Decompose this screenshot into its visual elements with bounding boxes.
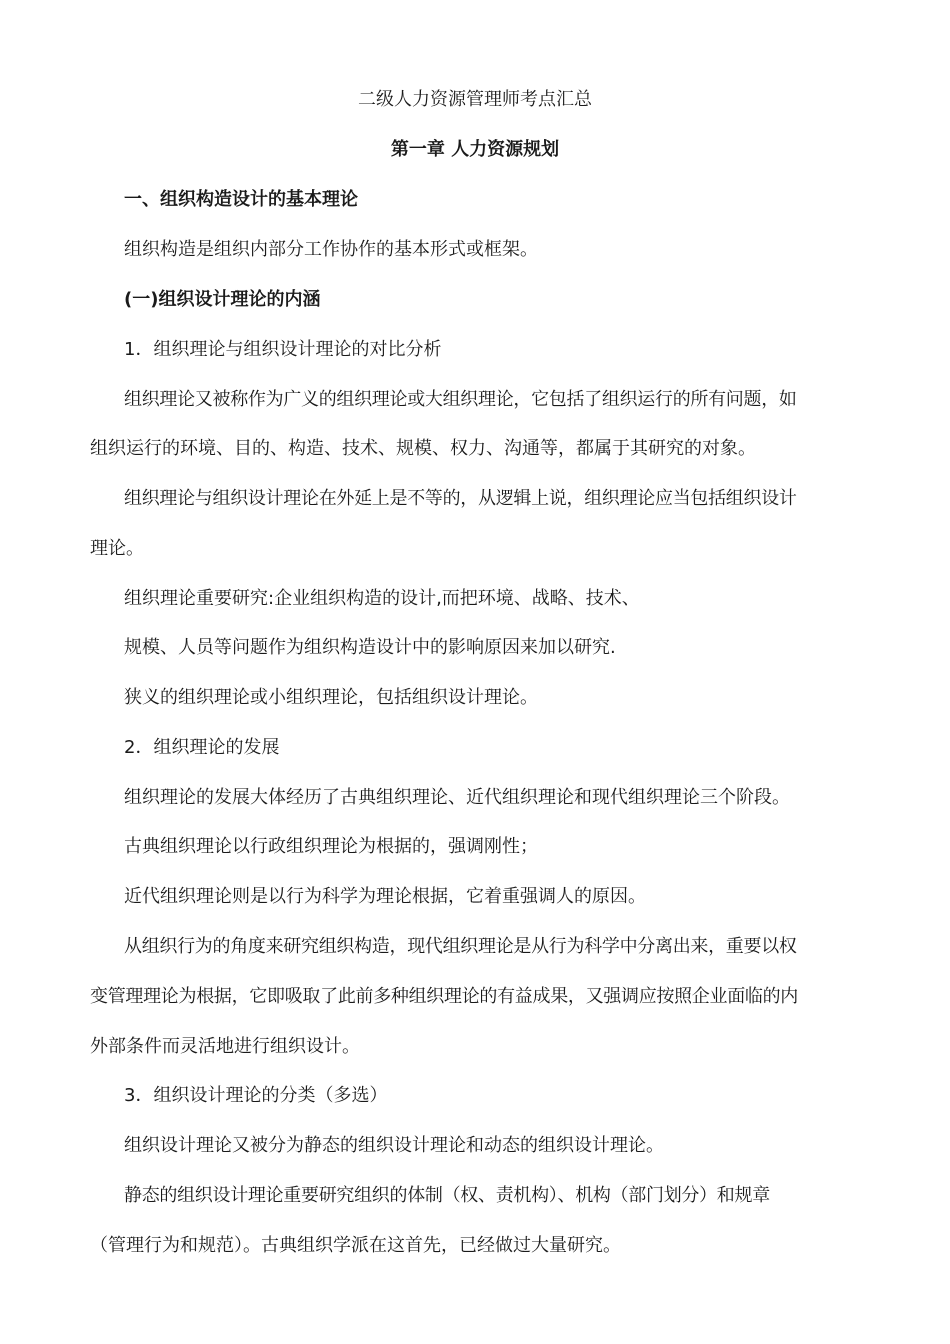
paragraph-line: （管理行为和规范）。古典组织学派在这首先，已经做过大量研究。: [90, 1235, 621, 1256]
chapter-heading: 第一章 人力资源规划: [390, 139, 560, 160]
subsection-heading: (一)组织设计理论的内涵: [124, 289, 321, 310]
paragraph: 组织设计理论又被分为静态的组织设计理论和动态的组织设计理论。: [124, 1135, 664, 1156]
paragraph: 组织构造是组织内部分工作协作的基本形式或框架。: [124, 239, 538, 260]
paragraph: 组织理论的发展大体经历了古典组织理论、近代组织理论和现代组织理论三个阶段。: [124, 787, 790, 808]
item-heading: 3．组织设计理论的分类（多选）: [124, 1085, 388, 1106]
paragraph: 古典组织理论以行政组织理论为根据的，强调刚性；: [124, 836, 538, 857]
paragraph-line: 静态的组织设计理论重要研究组织的体制（权、责机构）、机构（部门划分）和规章: [124, 1185, 770, 1206]
paragraph-line: 组织理论又被称作为广义的组织理论或大组织理论，它包括了组织运行的所有问题，如: [124, 389, 797, 410]
paragraph-line: 组织运行的环境、目的、构造、技术、规模、权力、沟通等，都属于其研究的对象。: [90, 438, 756, 459]
paragraph-line: 组织理论与组织设计理论在外延上是不等的，从逻辑上说，组织理论应当包括组织设计: [124, 488, 797, 509]
item-heading: 2．组织理论的发展: [124, 737, 280, 758]
paragraph: 狭义的组织理论或小组织理论，包括组织设计理论。: [124, 687, 538, 708]
item-heading: 1．组织理论与组织设计理论的对比分析: [124, 339, 442, 360]
paragraph-line: 组织理论重要研究:企业组织构造的设计,而把环境、战略、技术、: [124, 588, 640, 609]
document-title: 二级人力资源管理师考点汇总: [358, 89, 592, 110]
paragraph: 近代组织理论则是以行为科学为理论根据，它着重强调人的原因。: [124, 886, 646, 907]
paragraph-line: 从组织行为的角度来研究组织构造，现代组织理论是从行为科学中分离出来，重要以权: [124, 936, 797, 957]
paragraph-line: 理论。: [90, 538, 144, 559]
section-heading: 一、组织构造设计的基本理论: [124, 189, 358, 210]
paragraph-line: 规模、人员等问题作为组织构造设计中的影响原因来加以研究.: [124, 637, 616, 658]
paragraph-line: 外部条件而灵活地进行组织设计。: [90, 1036, 360, 1057]
paragraph-line: 变管理理论为根据，它即吸取了此前多种组织理论的有益成果，又强调应按照企业面临的内: [90, 986, 798, 1007]
